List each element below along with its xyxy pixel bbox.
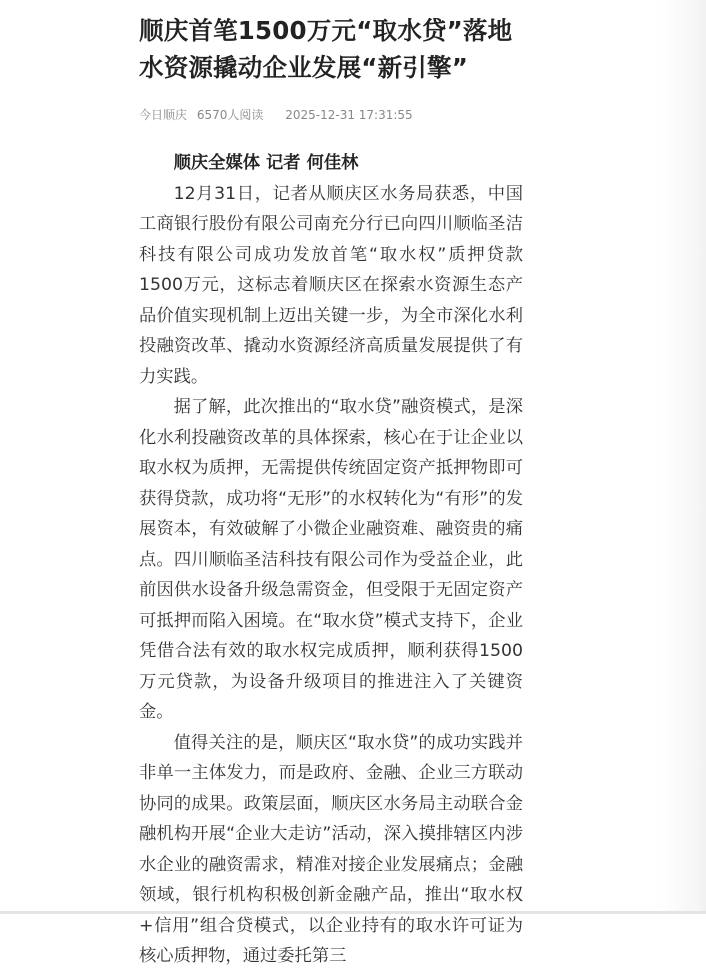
article-paragraph: 值得关注的是，顺庆区“取水贷”的成功实践并非单一主体发力，而是政府、金融、企业三方联动协同的成果。政策层面，顺庆区水务局主动联合金融机构开展“企业大走访”活动，深入摸排辖区内涉水企业的融资需求，精准对接企业发展痛点；金融领域，银行机构积极创新金融产品，推出“取水权+信用”组合贷模式，以企业持有的取水许可证为核心质押物，通过委托第三: [139, 732, 523, 966]
read-count: 6570人阅读: [196, 108, 264, 122]
article-meta: [139, 106, 523, 124]
news-article: [139, 12, 523, 972]
article-byline: 顺庆全媒体 记者 何佳林: [173, 153, 359, 173]
article-body: [139, 148, 523, 972]
article-title: 顺庆首笔1500万元“取水贷”落地 水资源撬动企业发展“新引擎”: [139, 16, 513, 82]
article-paragraph: 12月31日，记者从顺庆区水务局获悉，中国工商银行股份有限公司南充分行已向四川顺临圣洁科技有限公司成功发放首笔“取水权”质押贷款1500万元，这标志着顺庆区在探索水资源生态产品价值实现机制上迈出关键一步，为全市深化水利投融资改革、撬动水资源经济高质量发展提供了有力实践。: [139, 183, 523, 387]
article-paragraph: 据了解，此次推出的“取水贷”融资模式，是深化水利投融资改革的具体探索，核心在于让企业以取水权为质押，无需提供传统固定资产抵押物即可获得贷款，成功将“无形”的水权转化为“有形”的发展资本，有效破解了小微企业融资难、融资贵的痛点。四川顺临圣洁科技有限公司作为受益企业，此前因供水设备升级急需资金，但受限于无固定资产可抵押而陷入困境。在“取水贷”模式支持下，企业凭借合法有效的取水权完成质押，顺利获得1500万元贷款，为设备升级项目的推进注入了关键资金。: [139, 397, 523, 722]
page-edge-shadow: [656, 0, 706, 914]
publish-datetime: 2025-12-31 17:31:55: [285, 108, 413, 122]
article-source[interactable]: 今日顺庆: [139, 108, 188, 122]
